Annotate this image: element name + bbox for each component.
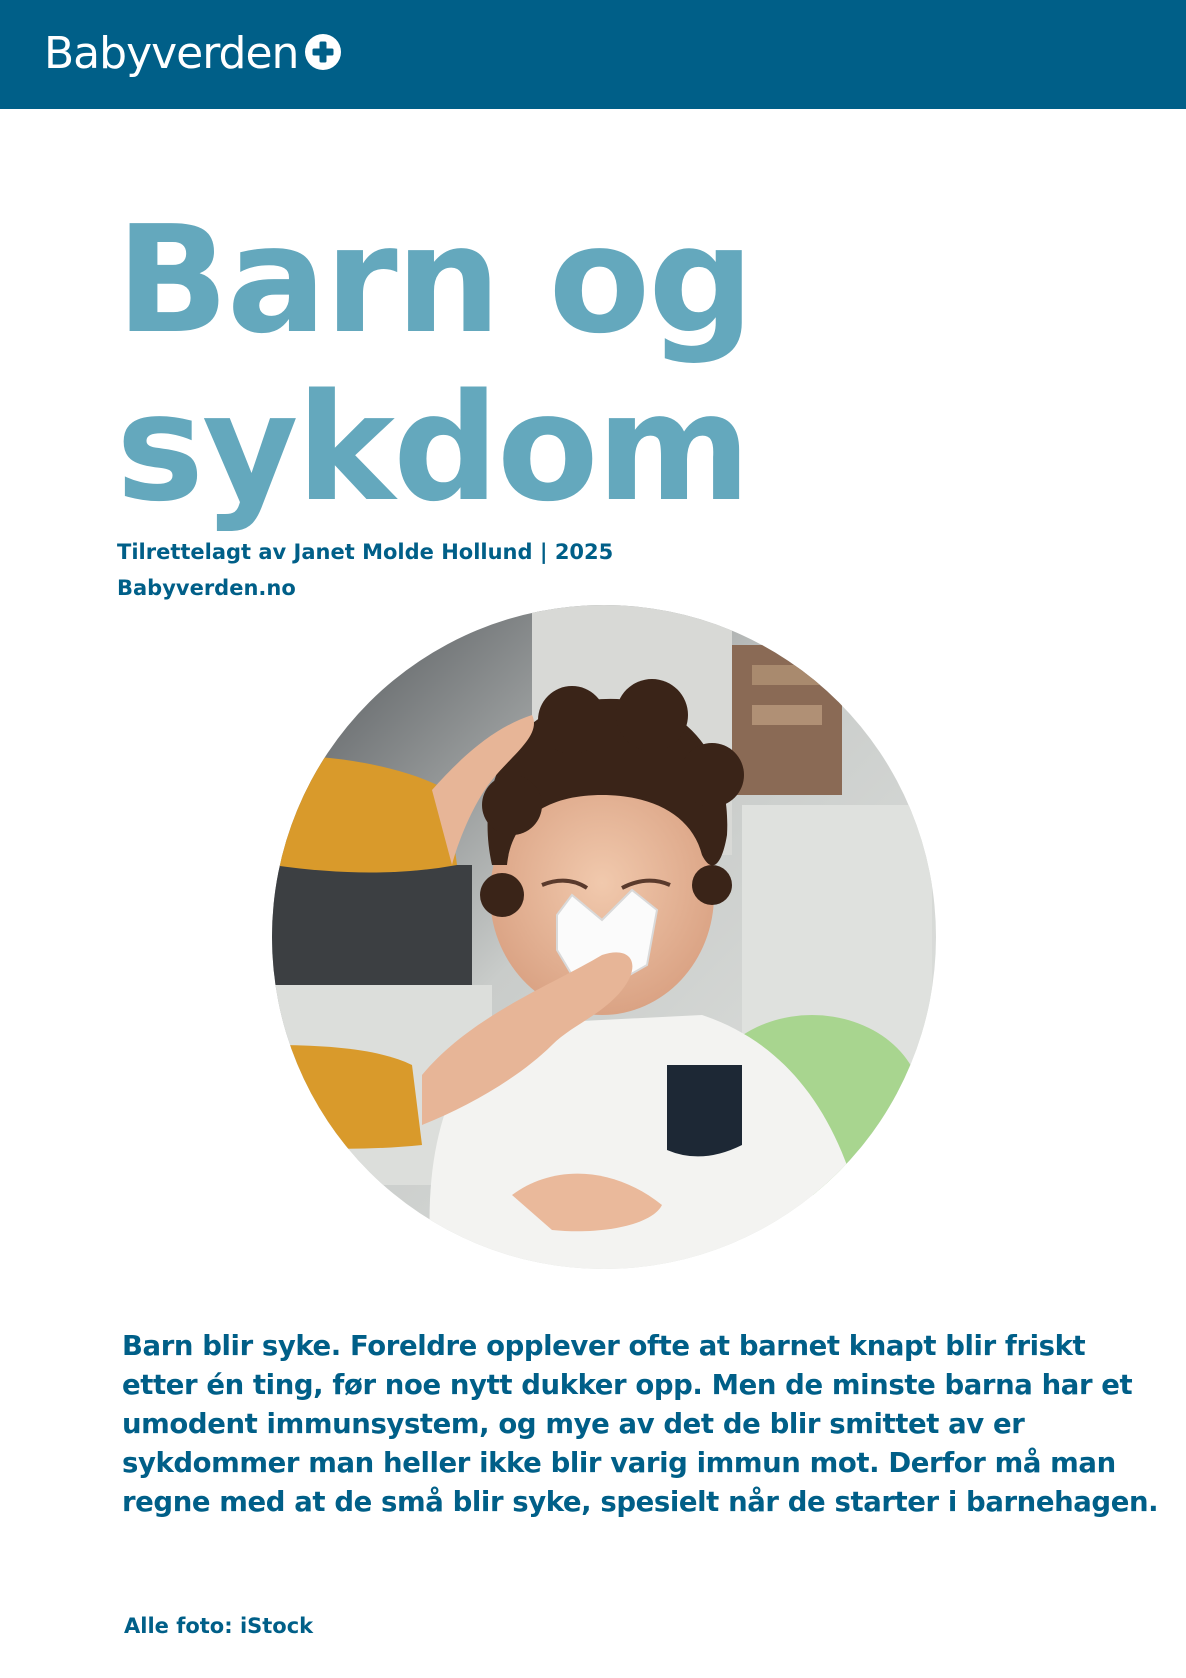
top-banner (0, 0, 1186, 109)
title-line-1: Barn og (116, 194, 753, 366)
intro-line: Barn blir syke. Foreldre opplever ofte at barnet knapt blir friskt (122, 1330, 1086, 1362)
intro-line: etter én ting, før noe nytt dukker opp. Men de minste barna har et (122, 1369, 1133, 1401)
child-blowing-nose-photo (272, 605, 936, 1269)
photo-illustration (272, 605, 936, 1269)
photo-credit: Alle foto: iStock (124, 1614, 314, 1638)
page-title (116, 196, 752, 532)
brand-name: Babyverden (44, 28, 299, 79)
title-line-2: sykdom (116, 362, 749, 534)
author-line: Tilrettelagt av Janet Molde Hollund | 2025 (117, 540, 614, 564)
intro-line: regne med at de små blir syke, spesielt når de starter i barnehagen. (122, 1486, 1159, 1518)
plus-circle-icon (304, 33, 342, 71)
byline (117, 534, 613, 606)
brand-logo[interactable] (44, 26, 342, 82)
site-link[interactable]: Babyverden.no (117, 576, 296, 600)
intro-paragraph (122, 1327, 1159, 1522)
intro-line: umodent immunsystem, og mye av det de blir smittet av er (122, 1408, 1025, 1440)
intro-line: sykdommer man heller ikke blir varig immun mot. Derfor må man (122, 1447, 1116, 1479)
